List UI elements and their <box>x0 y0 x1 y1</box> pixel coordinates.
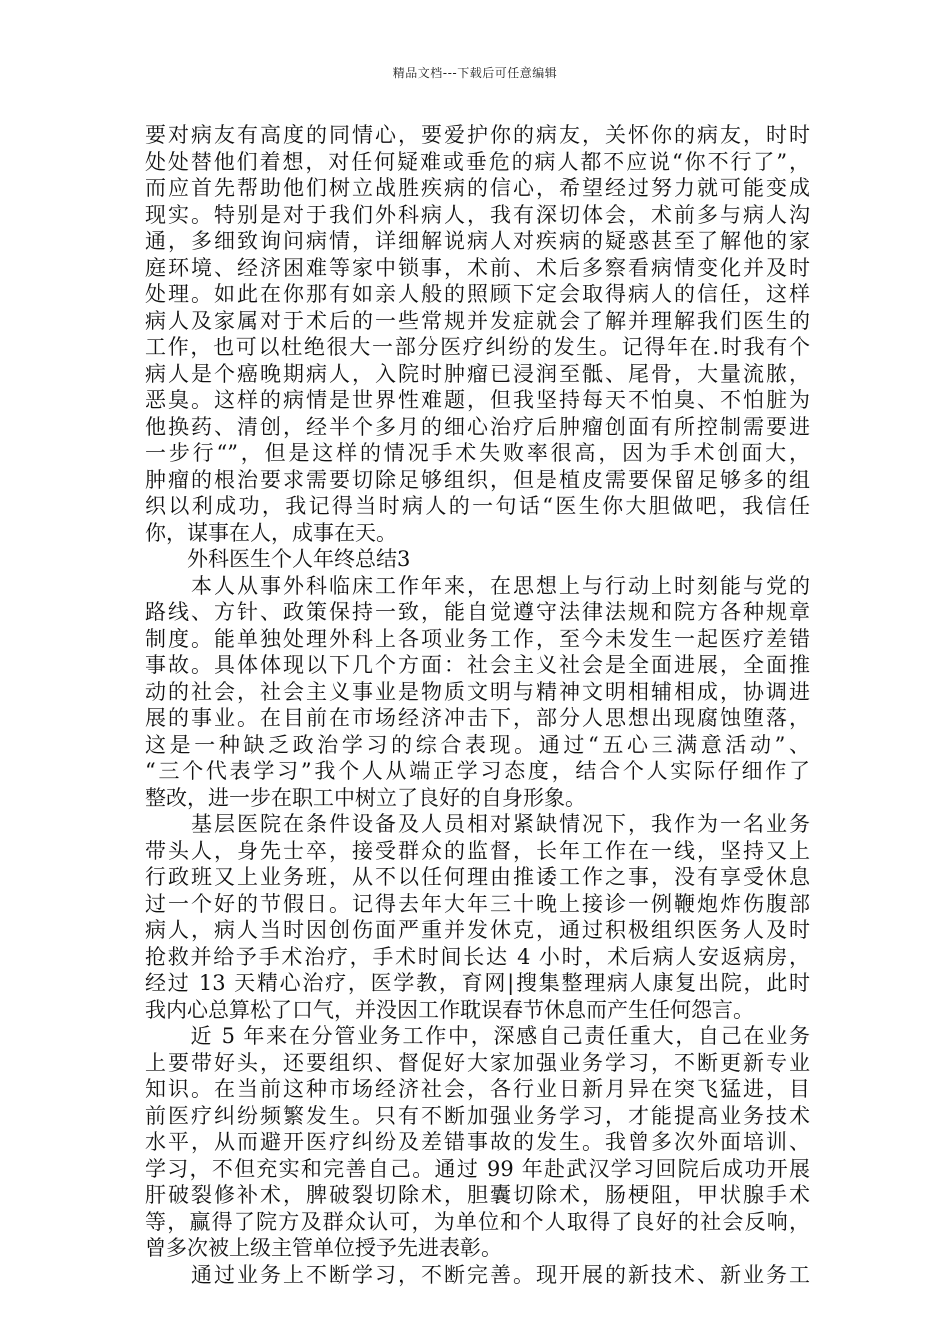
text-line: 知识。在当前这种市场经济社会，各行业日新月异在突飞猛进，目 <box>145 1077 810 1101</box>
text-line: 这是一种缺乏政治学习的综合表现。通过“五心三满意活动”、 <box>145 732 810 757</box>
text-line: 带头人，身先士卒，接受群众的监督，长年工作在一线，坚持又上 <box>145 838 810 863</box>
text-line: 你，谋事在人，成事在天。 <box>145 520 397 545</box>
text-line: 动的社会，社会主义事业是物质文明与精神文明相辅相成，协调进 <box>145 679 810 704</box>
text-line: 学习，不但充实和完善自己。通过 99 年赴武汉学习回院后成功开展 <box>145 1156 810 1181</box>
text-line: 等，赢得了院方及群众认可，为单位和个人取得了良好的社会反响， <box>145 1209 810 1234</box>
text-line: 本人从事外科临床工作年来，在思想上与行动上时刻能与党的 <box>145 573 810 598</box>
document-body <box>145 122 810 1288</box>
text-line: 工作，也可以杜绝很大一部分医疗纠纷的发生。记得年在.时我有个 <box>145 335 810 359</box>
text-line: 肝破裂修补术，脾破裂切除术，胆囊切除术，肠梗阻，甲状腺手术 <box>145 1183 810 1207</box>
text-line: 肿瘤的根治要求需要切除足够组织，但是植皮需要保留足够多的组 <box>145 467 810 492</box>
text-line: 抢救并给予手术治疗，手术时间长达 4 小时，术后病人安返病房， <box>145 944 810 969</box>
text-line: 我内心总算松了口气，并没因工作耽误春节休息而产生任何怨言。 <box>145 997 754 1022</box>
text-line: 水平，从而避开医疗纠纷及差错事故的发生。我曾多次外面培训、 <box>145 1130 810 1154</box>
text-line: 上要带好头，还要组织、督促好大家加强业务学习，不断更新专业 <box>145 1050 810 1075</box>
text-line: 曾多次被上级主管单位授予先进表彰。 <box>145 1236 502 1260</box>
text-line: 织以利成功，我记得当时病人的一句话“医生你大胆做吧，我信任 <box>145 494 810 518</box>
text-line: 行政班又上业务班，从不以任何理由推诿工作之事，没有享受休息 <box>145 865 810 889</box>
text-line: 现实。特别是对于我们外科病人，我有深切体会，术前多与病人沟 <box>145 202 810 227</box>
text-line: 通过业务上不断学习，不断完善。现开展的新技术、新业务工 <box>145 1262 810 1287</box>
text-line: 而应首先帮助他们树立战胜疾病的信心，希望经过努力就可能变成 <box>145 176 810 200</box>
text-line: 要对病友有高度的同情心，要爱护你的病友，关怀你的病友，时时 <box>145 123 810 147</box>
text-line: 外科医生个人年终总结3 <box>145 547 411 571</box>
text-line: 病人及家属对于术后的一些常规并发症就会了解并理解我们医生的 <box>145 308 810 333</box>
text-line: 他换药、清创，经半个多月的细心治疗后肿瘤创面有所控制需要进 <box>145 414 810 439</box>
page-header: 精品文档---下载后可任意编辑 <box>392 66 558 80</box>
text-line: 通，多细致询问病情，详细解说病人对疾病的疑惑甚至了解他的家 <box>145 229 810 253</box>
text-line: 路线、方针、政策保持一致，能自觉遵守法律法规和院方各种规章 <box>145 600 810 624</box>
text-line: 展的事业。在目前在市场经济冲击下，部分人思想出现腐蚀堕落， <box>145 706 810 730</box>
text-line: 处理。如此在你那有如亲人般的照顾下定会取得病人的信任，这样 <box>145 282 810 306</box>
text-line: 庭环境、经济困难等家中锁事，术前、术后多察看病情变化并及时 <box>145 255 810 280</box>
text-line: 一步行“”，但是这样的情况手术失败率很高，因为手术创面大， <box>145 441 810 465</box>
text-line: “三个代表学习”我个人从端正学习态度，结合个人实际仔细作了 <box>145 759 810 783</box>
text-line: 恶臭。这样的病情是世界性难题，但我坚持每天不怕臭、不怕脏为 <box>145 388 810 412</box>
text-line: 病人是个癌晚期病人，入院时肿瘤已浸润至骶、尾骨，大量流脓， <box>145 361 810 386</box>
text-line: 处处替他们着想，对任何疑难或垂危的病人都不应说“你不行了”， <box>145 149 810 174</box>
text-line: 基层医院在条件设备及人员相对紧缺情况下，我作为一名业务 <box>145 812 810 836</box>
text-line: 事故。具体体现以下几个方面：社会主义社会是全面进展，全面推 <box>145 653 810 677</box>
text-line: 过一个好的节假日。记得去年大年三十晚上接诊一例鞭炮炸伤腹部 <box>145 891 810 916</box>
text-line: 近 5 年来在分管业务工作中，深感自己责任重大，自己在业务 <box>145 1024 810 1048</box>
text-line: 病人，病人当时因创伤面严重并发休克，通过积极组织医务人及时 <box>145 918 810 942</box>
text-line: 前医疗纠纷频繁发生。只有不断加强业务学习，才能提高业务技术 <box>145 1103 810 1128</box>
text-line: 制度。能单独处理外科上各项业务工作，至今未发生一起医疗差错 <box>145 626 810 651</box>
text-line: 整改，进一步在职工中树立了良好的自身形象。 <box>145 785 586 810</box>
text-line: 经过 13 天精心治疗，医学教，育网|搜集整理病人康复出院，此时 <box>145 971 810 995</box>
